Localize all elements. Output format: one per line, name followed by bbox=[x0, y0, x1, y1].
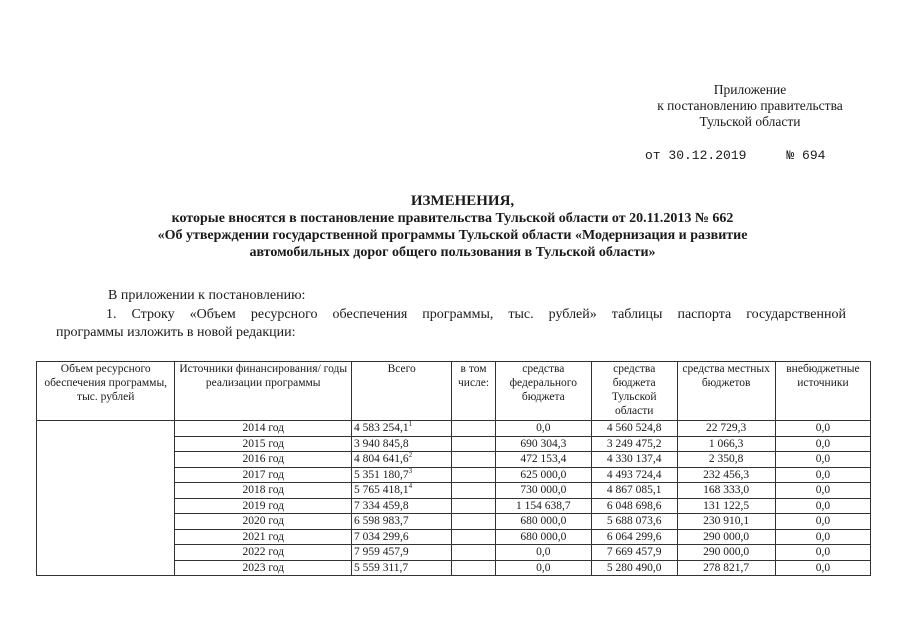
appendix-line-3: Тульской области bbox=[699, 114, 801, 129]
total-cell bbox=[351, 483, 451, 499]
including-cell bbox=[452, 452, 495, 468]
extrabudgetary-cell-value: 0,0 bbox=[815, 530, 831, 543]
extrabudgetary-cell bbox=[775, 452, 870, 468]
regional-cell-value: 4 867 085,1 bbox=[606, 484, 662, 496]
including-cell bbox=[452, 529, 495, 545]
total-cell-value: 4 583 254,1 bbox=[353, 422, 409, 434]
header-local-budgets: средства местных бюджетов bbox=[677, 362, 775, 421]
year-cell bbox=[175, 467, 352, 483]
year-cell-value: 2015 год bbox=[242, 437, 285, 450]
item-1-line-2: программы изложить в новой редакции: bbox=[56, 325, 296, 340]
year-cell bbox=[175, 436, 352, 452]
extrabudgetary-cell bbox=[775, 436, 870, 452]
local-cell bbox=[677, 436, 775, 452]
regional-cell bbox=[591, 545, 677, 561]
local-cell bbox=[677, 529, 775, 545]
decree-number: № 694 bbox=[786, 148, 826, 163]
total-cell-value: 6 598 983,7 bbox=[353, 515, 409, 527]
heading-line-3: автомобильных дорог общего пользования в Тульской области» bbox=[249, 245, 656, 260]
regional-cell bbox=[591, 514, 677, 530]
header-total: Всего bbox=[351, 362, 451, 421]
total-cell-value: 5 351 180,7 bbox=[353, 468, 409, 481]
regional-cell-value: 7 669 457,9 bbox=[606, 546, 662, 558]
year-cell-value: 2017 год bbox=[242, 468, 285, 481]
decree-date-line bbox=[645, 148, 825, 163]
total-cell-value: 5 559 311,7 bbox=[353, 561, 409, 574]
document-heading bbox=[0, 193, 905, 261]
regional-cell bbox=[591, 421, 677, 437]
header-including: в том числе: bbox=[452, 362, 495, 421]
federal-cell-value: 0,0 bbox=[536, 546, 551, 558]
regional-cell bbox=[591, 467, 677, 483]
footnote-marker: 2 bbox=[408, 451, 413, 460]
header-extrabudgetary: внебюджетные источники bbox=[775, 362, 870, 421]
extrabudgetary-cell-value: 0,0 bbox=[815, 453, 831, 465]
appendix-line-2: к постановлению правительства bbox=[657, 98, 843, 113]
extrabudgetary-cell-value: 0,0 bbox=[815, 499, 831, 512]
extrabudgetary-cell bbox=[775, 483, 870, 499]
total-cell bbox=[351, 560, 451, 576]
local-cell-value: 168 333,0 bbox=[703, 484, 750, 496]
federal-cell bbox=[495, 421, 591, 437]
extrabudgetary-cell-value: 0,0 bbox=[815, 484, 831, 496]
federal-cell-value: 0,0 bbox=[536, 561, 551, 574]
total-cell-value: 5 765 418,1 bbox=[353, 484, 409, 496]
total-cell-value: 7 334 459,8 bbox=[353, 499, 409, 512]
regional-cell-value: 4 493 724,4 bbox=[606, 468, 662, 481]
merged-blank-cell bbox=[37, 421, 175, 576]
table-body bbox=[37, 421, 871, 576]
regional-cell bbox=[591, 498, 677, 514]
regional-cell bbox=[591, 452, 677, 468]
extrabudgetary-cell bbox=[775, 514, 870, 530]
federal-cell bbox=[495, 467, 591, 483]
local-cell-value: 131 122,5 bbox=[703, 499, 750, 512]
header-federal-budget: средства федерального бюджета bbox=[495, 362, 591, 421]
extrabudgetary-cell bbox=[775, 498, 870, 514]
federal-cell-value: 690 304,3 bbox=[520, 437, 567, 450]
including-cell bbox=[452, 560, 495, 576]
year-cell bbox=[175, 529, 352, 545]
extrabudgetary-cell bbox=[775, 421, 870, 437]
year-cell bbox=[175, 483, 352, 499]
year-cell-value: 2014 год bbox=[242, 422, 285, 434]
federal-cell bbox=[495, 529, 591, 545]
regional-cell-value: 6 064 299,6 bbox=[606, 530, 662, 543]
including-cell bbox=[452, 421, 495, 437]
intro-text: В приложении к постановлению: bbox=[108, 288, 306, 303]
regional-cell bbox=[591, 560, 677, 576]
federal-cell bbox=[495, 436, 591, 452]
including-cell bbox=[452, 514, 495, 530]
local-cell-value: 290 000,0 bbox=[703, 530, 750, 543]
local-cell-value: 2 350,8 bbox=[708, 453, 744, 465]
year-cell-value: 2020 год bbox=[242, 515, 285, 527]
total-cell-value: 7 959 457,9 bbox=[353, 546, 409, 558]
total-cell bbox=[351, 436, 451, 452]
header-financing-sources: Источники финансирования/ годы реализации программы bbox=[175, 362, 352, 421]
federal-cell bbox=[495, 560, 591, 576]
item-1-line-1: 1. Строку «Объем ресурсного обеспечения программы, тыс. рублей» таблицы паспорта государственной bbox=[106, 307, 846, 322]
extrabudgetary-cell bbox=[775, 467, 870, 483]
extrabudgetary-cell bbox=[775, 560, 870, 576]
extrabudgetary-cell bbox=[775, 545, 870, 561]
regional-cell bbox=[591, 483, 677, 499]
federal-cell-value: 0,0 bbox=[536, 422, 551, 434]
local-cell-value: 22 729,3 bbox=[706, 422, 747, 434]
table-header-row bbox=[37, 362, 871, 421]
local-cell-value: 290 000,0 bbox=[703, 546, 750, 558]
total-cell bbox=[351, 452, 451, 468]
local-cell bbox=[677, 421, 775, 437]
year-cell bbox=[175, 421, 352, 437]
header-regional-budget: средства бюджета Тульской области bbox=[591, 362, 677, 421]
extrabudgetary-cell-value: 0,0 bbox=[815, 437, 831, 450]
local-cell bbox=[677, 545, 775, 561]
header-resource-volume: Объем ресурсного обеспечения программы, тыс. рублей bbox=[37, 362, 175, 421]
federal-cell-value: 625 000,0 bbox=[520, 468, 567, 481]
including-cell bbox=[452, 436, 495, 452]
total-cell-value: 3 940 845,8 bbox=[353, 437, 409, 450]
total-cell bbox=[351, 529, 451, 545]
including-cell bbox=[452, 498, 495, 514]
including-cell bbox=[452, 545, 495, 561]
regional-cell-value: 4 560 524,8 bbox=[606, 422, 662, 434]
year-cell bbox=[175, 498, 352, 514]
extrabudgetary-cell-value: 0,0 bbox=[815, 515, 831, 527]
local-cell bbox=[677, 514, 775, 530]
local-cell bbox=[677, 467, 775, 483]
including-cell bbox=[452, 467, 495, 483]
total-cell-value: 7 034 299,6 bbox=[353, 530, 409, 543]
total-cell bbox=[351, 421, 451, 437]
total-cell bbox=[351, 467, 451, 483]
extrabudgetary-cell-value: 0,0 bbox=[815, 546, 831, 558]
total-cell bbox=[351, 545, 451, 561]
local-cell-value: 230 910,1 bbox=[703, 515, 750, 527]
year-cell-value: 2018 год bbox=[242, 484, 285, 496]
regional-cell-value: 3 249 475,2 bbox=[606, 437, 662, 450]
appendix-block bbox=[600, 82, 900, 130]
regional-cell-value: 4 330 137,4 bbox=[606, 453, 662, 465]
including-cell bbox=[452, 483, 495, 499]
total-cell-value: 4 804 641,6 bbox=[353, 453, 409, 465]
footnote-marker: 1 bbox=[408, 420, 413, 429]
item-1-text bbox=[56, 306, 846, 342]
year-cell-value: 2019 год bbox=[242, 499, 285, 512]
local-cell-value: 278 821,7 bbox=[703, 561, 750, 574]
federal-cell-value: 1 154 638,7 bbox=[516, 499, 571, 512]
federal-cell-value: 680 000,0 bbox=[520, 515, 567, 527]
local-cell bbox=[677, 560, 775, 576]
local-cell bbox=[677, 498, 775, 514]
heading-line-1: которые вносятся в постановление правительства Тульской области от 20.11.2013 № 662 bbox=[171, 211, 734, 226]
regional-cell-value: 6 048 698,6 bbox=[606, 499, 662, 512]
table-row bbox=[37, 421, 871, 437]
extrabudgetary-cell-value: 0,0 bbox=[815, 561, 831, 574]
decree-date: от 30.12.2019 bbox=[645, 148, 747, 163]
year-cell-value: 2021 год bbox=[242, 530, 285, 543]
extrabudgetary-cell bbox=[775, 529, 870, 545]
federal-cell-value: 730 000,0 bbox=[520, 484, 567, 496]
federal-cell bbox=[495, 452, 591, 468]
regional-cell-value: 5 280 490,0 bbox=[606, 561, 662, 574]
total-cell bbox=[351, 498, 451, 514]
year-cell bbox=[175, 514, 352, 530]
year-cell-value: 2022 год bbox=[242, 546, 285, 558]
regional-cell bbox=[591, 529, 677, 545]
total-cell bbox=[351, 514, 451, 530]
federal-cell-value: 680 000,0 bbox=[520, 530, 567, 543]
footnote-marker: 4 bbox=[408, 482, 413, 491]
extrabudgetary-cell-value: 0,0 bbox=[815, 468, 831, 481]
federal-cell-value: 472 153,4 bbox=[520, 453, 567, 465]
extrabudgetary-cell-value: 0,0 bbox=[815, 422, 831, 434]
year-cell bbox=[175, 560, 352, 576]
funding-table bbox=[36, 361, 871, 576]
year-cell bbox=[175, 545, 352, 561]
year-cell bbox=[175, 452, 352, 468]
local-cell-value: 1 066,3 bbox=[708, 437, 744, 450]
federal-cell bbox=[495, 498, 591, 514]
federal-cell bbox=[495, 545, 591, 561]
heading-title: ИЗМЕНЕНИЯ, bbox=[410, 193, 515, 209]
year-cell-value: 2023 год bbox=[242, 561, 285, 574]
appendix-line-1: Приложение bbox=[713, 82, 787, 97]
local-cell-value: 232 456,3 bbox=[703, 468, 750, 481]
footnote-marker: 3 bbox=[408, 466, 413, 475]
local-cell bbox=[677, 483, 775, 499]
regional-cell bbox=[591, 436, 677, 452]
federal-cell bbox=[495, 483, 591, 499]
regional-cell-value: 5 688 073,6 bbox=[606, 515, 662, 527]
federal-cell bbox=[495, 514, 591, 530]
year-cell-value: 2016 год bbox=[242, 453, 285, 465]
local-cell bbox=[677, 452, 775, 468]
heading-line-2: «Об утверждении государственной программы Тульской области «Модернизация и развитие bbox=[157, 228, 748, 243]
